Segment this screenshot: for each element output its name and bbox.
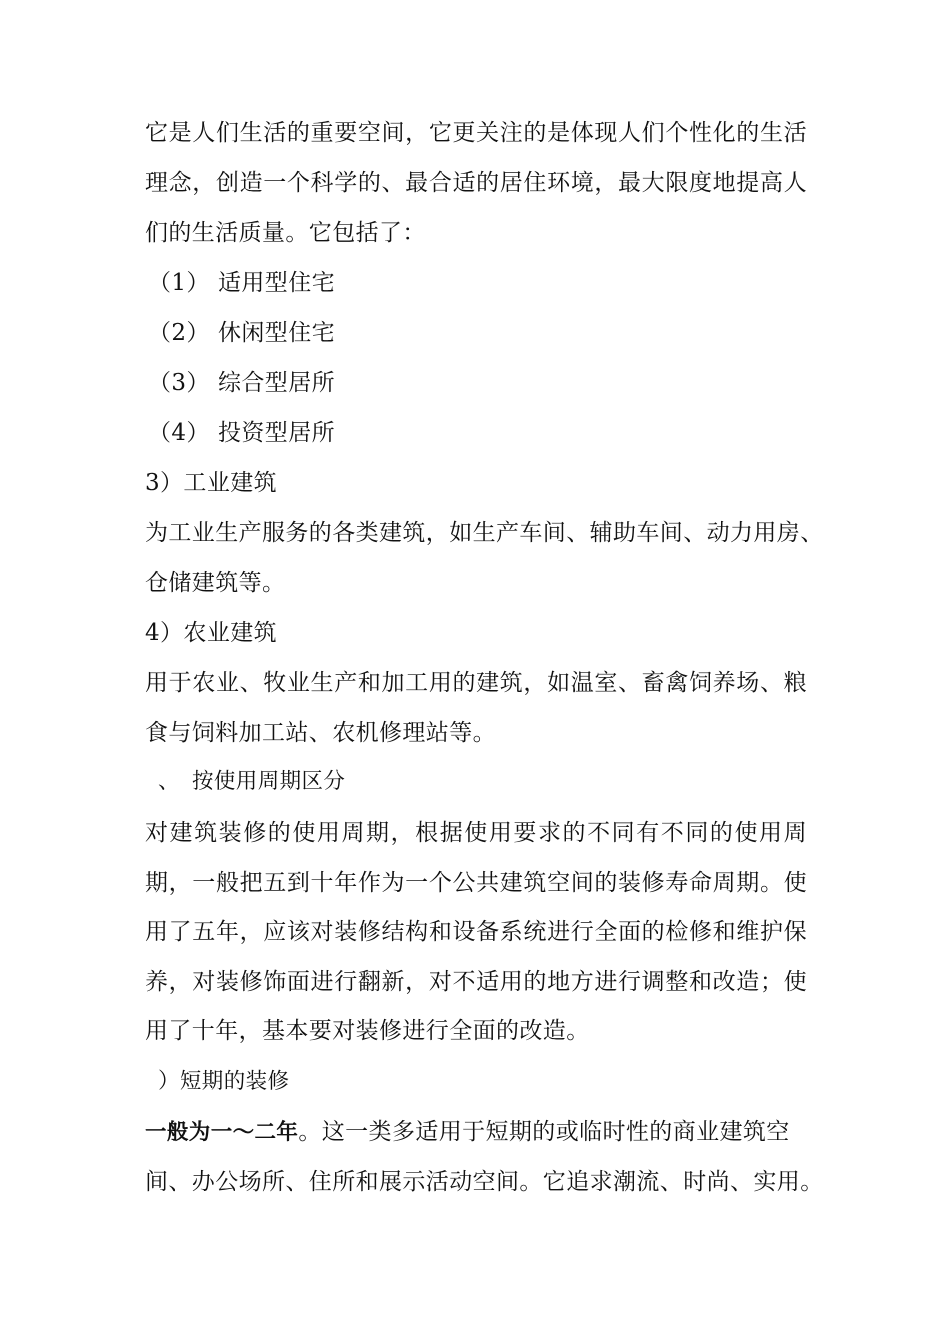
list-item-label: 休闲型住宅 [218,320,335,346]
paragraph-line [145,817,807,849]
paragraph-line [145,517,824,549]
list-item-number: （1） [148,270,210,296]
section-heading-period [158,766,345,798]
heading-text: 按使用周期区分 [192,769,346,794]
list-item-label: 投资型居所 [218,420,335,446]
paragraph-line [145,167,807,199]
text-run: 期，一般把五到十年作为一个公共建筑空间的装修寿命周期。使 [145,870,807,896]
heading-mark: 、 [158,769,180,794]
paragraph-line [145,667,807,699]
text-run: 为工业生产服务的各类建筑，如生产车间、辅助车间、动力用房、 [145,520,824,546]
paragraph-line [145,916,807,948]
paragraph-line: 用了十年，基本要对装修进行全面的改造。 [145,1018,590,1044]
list-item [148,267,335,299]
paragraph-line [145,117,807,149]
paragraph-line: 间、办公场所、住所和展示活动空间。它追求潮流、时尚、实用。 [145,1169,824,1195]
list-item-number: （3） [148,370,210,396]
list-item-number: （4） [148,420,210,446]
text-run: 对建筑装修的使用周期，根据使用要求的不同有不同的使用周 [145,820,807,846]
list-item-number: （2） [148,320,210,346]
paragraph-line: 食与饲料加工站、农机修理站等。 [145,720,496,746]
list-item-label: 综合型居所 [218,370,335,396]
paragraph-line [145,867,807,899]
text-run: 用了五年，应该对装修结构和设备系统进行全面的检修和维护保 [145,919,807,945]
section-heading-short-term: ）短期的装修 [158,1069,290,1094]
paragraph-line [145,1116,790,1148]
text-run: 理念，创造一个科学的、最合适的居住环境，最大限度地提高人 [145,170,807,196]
bold-lead-text: 一般为一～二年 [145,1120,299,1145]
paragraph-line: 们的生活质量。它包括了： [145,220,426,246]
text-run: 它是人们生活的重要空间，它更关注的是体现人们个性化的生活 [145,120,807,146]
section-heading-industrial: 3）工业建筑 [145,470,278,496]
list-item [148,317,335,349]
text-run: 用于农业、牧业生产和加工用的建筑，如温室、畜禽饲养场、粮 [145,670,807,696]
list-item [148,417,335,449]
text-run: 养，对装修饰面进行翻新，对不适用的地方进行调整和改造；使 [145,969,807,995]
section-heading-agricultural: 4）农业建筑 [145,620,278,646]
list-item [148,367,335,399]
paragraph-line: 仓储建筑等。 [145,570,286,596]
text-run: 。这一类多适用于短期的或临时性的商业建筑空 [298,1119,790,1145]
list-item-label: 适用型住宅 [218,270,335,296]
paragraph-line [145,966,807,998]
